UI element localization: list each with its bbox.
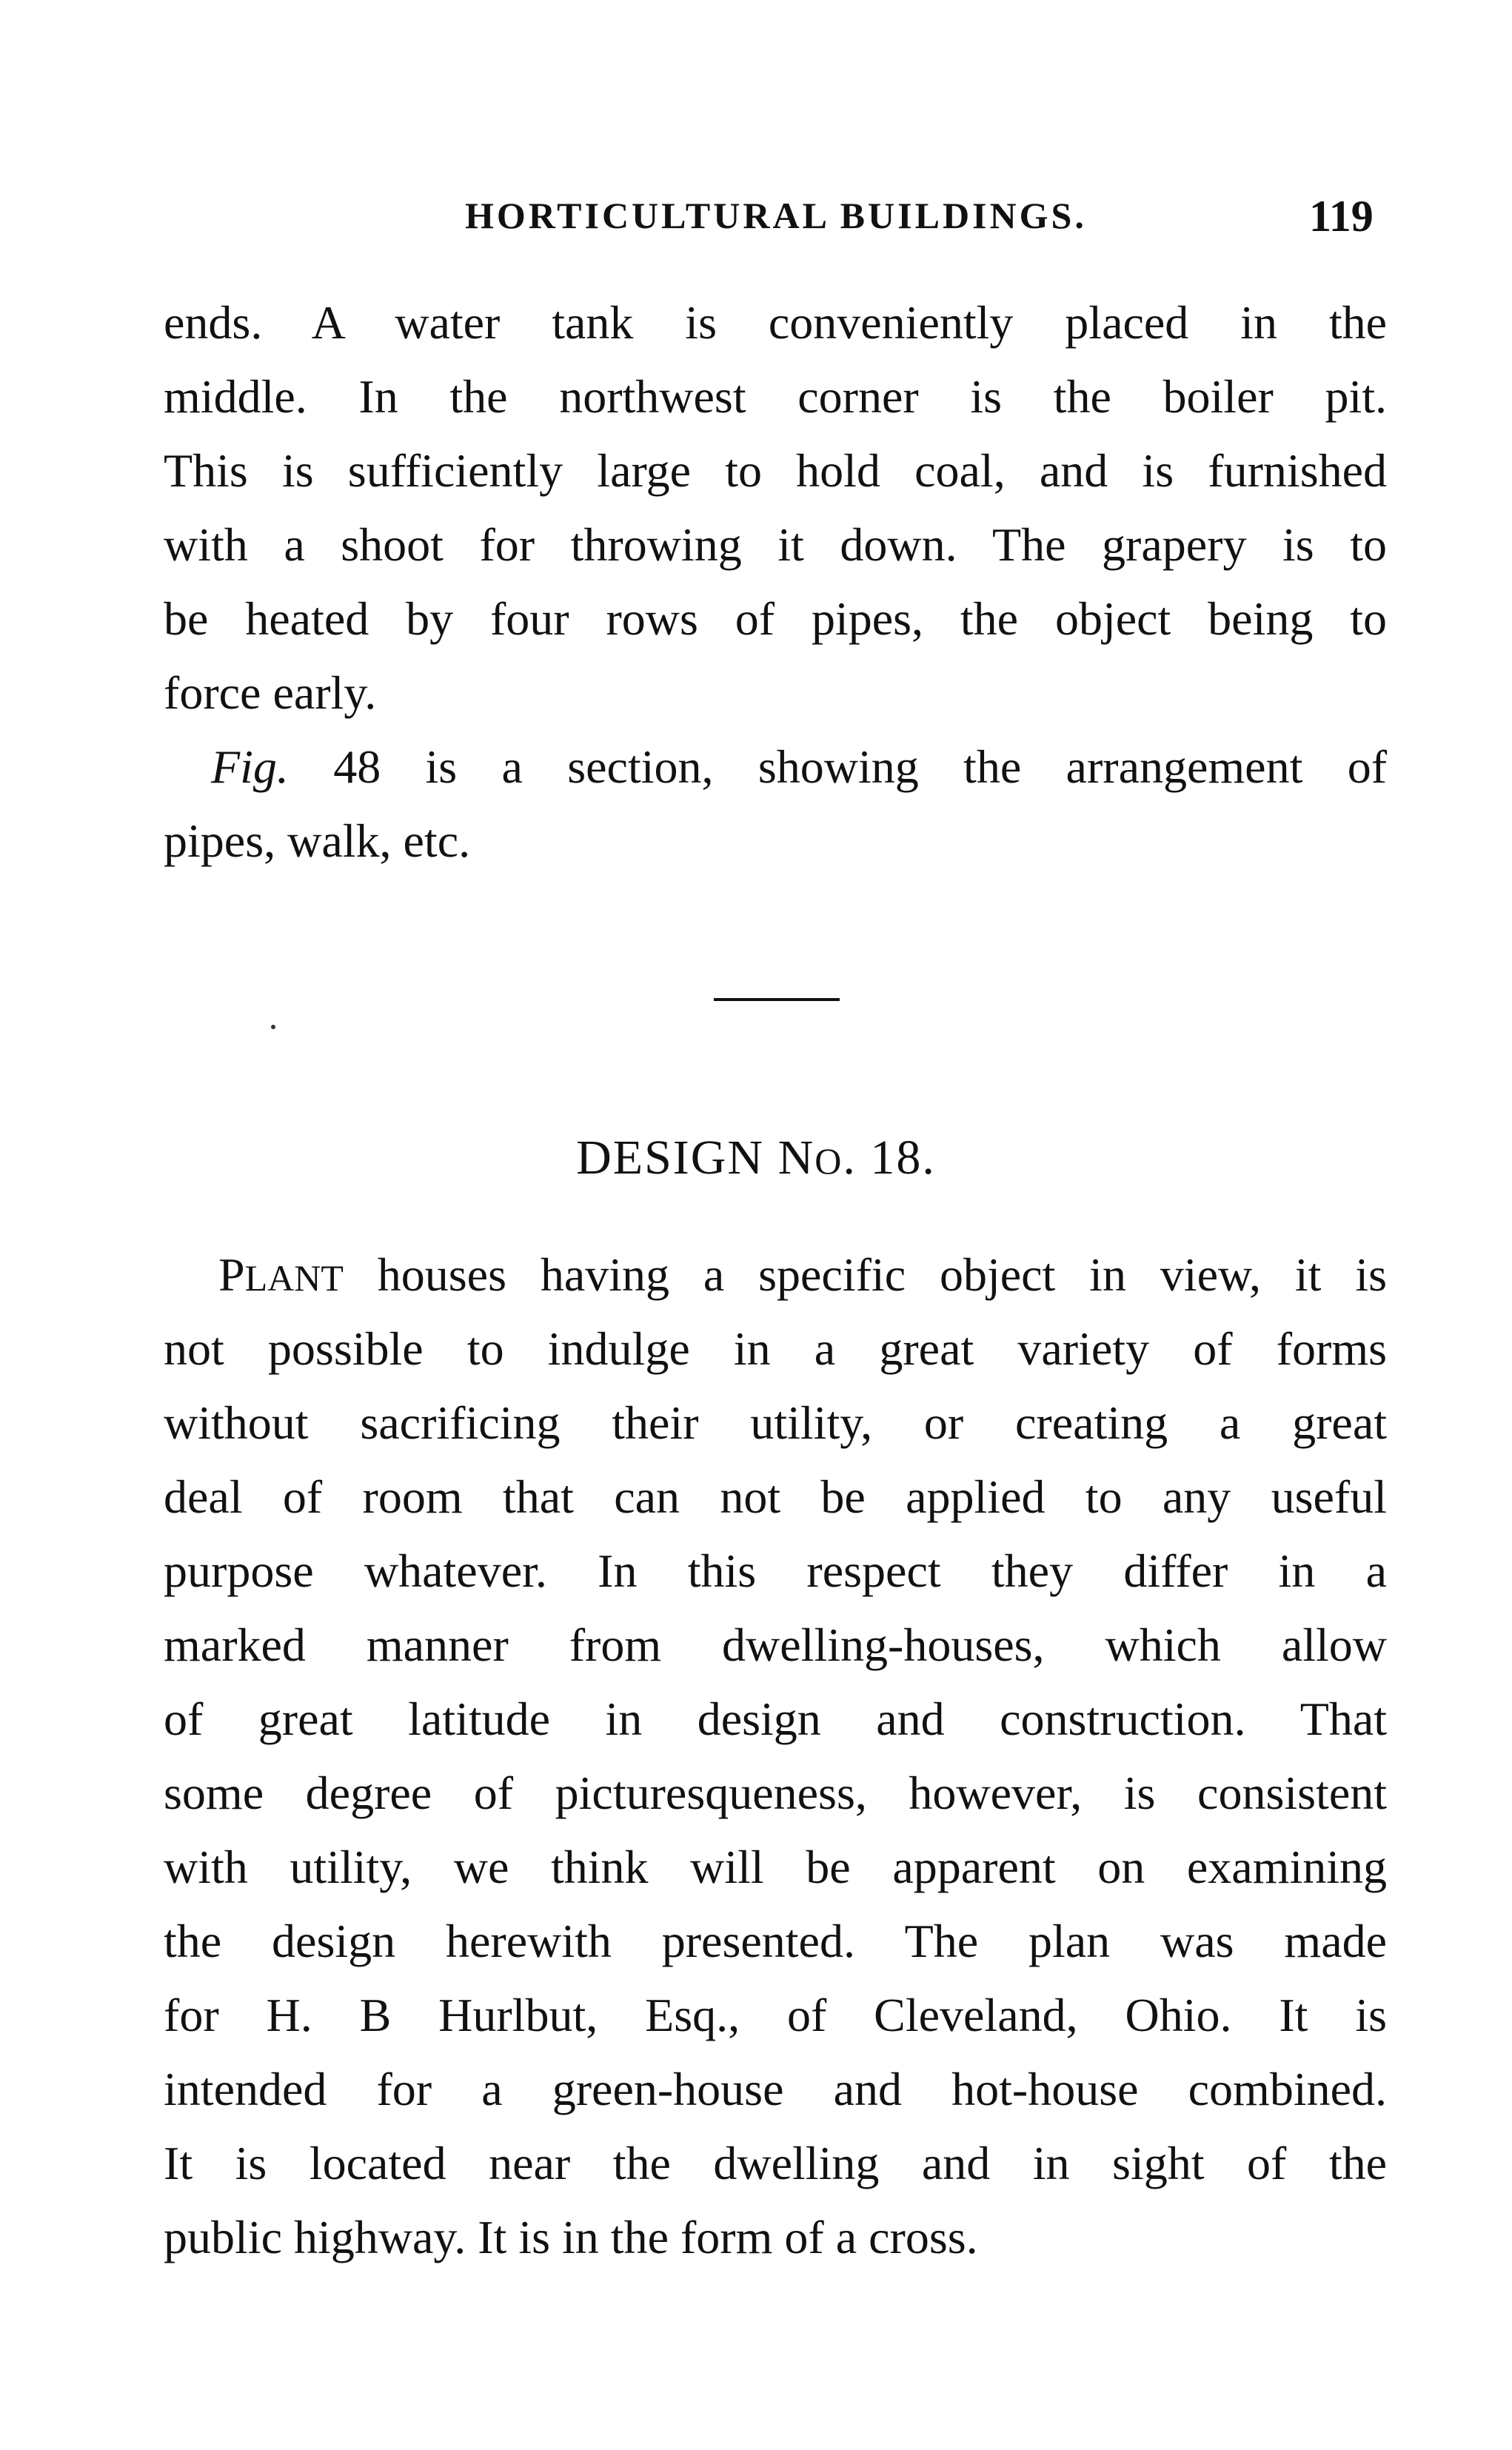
text-line: public highway. It is in the form of a cross.: [164, 2211, 978, 2263]
heading-text: DESIGN N: [576, 1131, 815, 1185]
text-line: with utility, we think will be apparent on examining: [164, 1841, 1387, 1893]
figure-label: Fig.: [211, 740, 289, 793]
text-line: of great latitude in design and construction. That: [164, 1693, 1387, 1745]
text-line: for H. B Hurlbut, Esq., of Cleveland, Ohio. It is: [164, 1989, 1387, 2041]
running-header: HORTICULTURAL BUILDINGS.: [465, 195, 1087, 236]
design-paragraph: [164, 1238, 1387, 2275]
text-line: [164, 1238, 1387, 1312]
section-divider: [714, 998, 840, 1001]
text-line: be heated by four rows of pipes, the object being to: [164, 592, 1387, 645]
paragraph-continued: [164, 286, 1387, 878]
text-line: pipes, walk, etc.: [164, 814, 471, 867]
text-span: 48 is a section, showing the arrangement of: [288, 740, 1387, 793]
text-line: This is sufficiently large to hold coal, and is furnished: [164, 444, 1387, 497]
text-line: with a shoot for throwing it down. The grapery is to: [164, 518, 1387, 571]
text-line: middle. In the northwest corner is the boiler pit.: [164, 370, 1387, 423]
text-span: houses having a specific object in view, it is: [343, 1248, 1387, 1301]
text-line: purpose whatever. In this respect they differ in a: [164, 1544, 1387, 1597]
drop-initial: P: [218, 1248, 245, 1301]
design-heading: [0, 1130, 1512, 1186]
figure-reference-line: [164, 730, 1387, 804]
text-line: force early.: [164, 666, 377, 719]
heading-text-small: O: [814, 1140, 843, 1182]
text-line: intended for a green-house and hot-house combined.: [164, 2063, 1387, 2115]
text-line: without sacrificing their utility, or creating a great: [164, 1396, 1387, 1449]
text-line: some degree of picturesqueness, however, is consistent: [164, 1767, 1387, 1819]
text-line: ends. A water tank is conveniently placed in the: [164, 296, 1387, 349]
small-caps-word: LANT: [244, 1257, 344, 1299]
text-line: It is located near the dwelling and in sight of the: [164, 2137, 1387, 2189]
print-speck: [271, 1025, 275, 1029]
page-number: 119: [1309, 192, 1374, 241]
text-line: the design herewith presented. The plan was made: [164, 1915, 1387, 1967]
text-line: deal of room that can not be applied to any useful: [164, 1470, 1387, 1523]
text-line: not possible to indulge in a great variety of forms: [164, 1322, 1387, 1375]
heading-number: . 18.: [843, 1131, 936, 1185]
text-line: marked manner from dwelling-houses, which allow: [164, 1619, 1387, 1671]
